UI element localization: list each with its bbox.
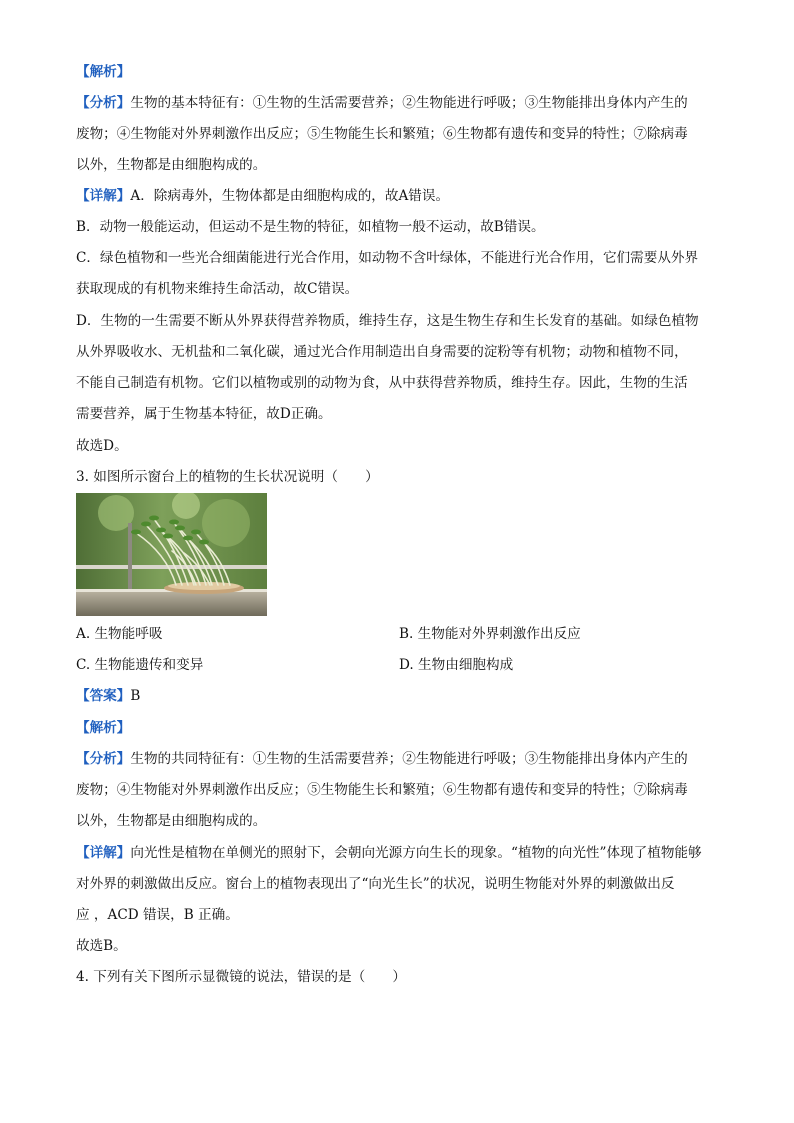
q3-detail-tag: 【详解】 [76, 845, 131, 861]
q2-jiexi-tag: 【解析】 [76, 64, 131, 80]
q3-answer-tag: 【答案】 [76, 688, 131, 704]
q3-analysis-line-3: 以外，生物都是由细胞构成的。 [76, 813, 267, 829]
q3-analysis-line-1: 【分析】生物的共同特征有：①生物的生活需要营养；②生物能进行呼吸；③生物能排出身体内产生的 [76, 751, 688, 767]
q3-jiexi-tag: 【解析】 [76, 720, 131, 736]
q3-conclusion: 故选B。 [76, 938, 127, 954]
q2-conclusion: 故选D。 [76, 438, 128, 454]
q2-analysis-line-1: 【分析】生物的基本特征有：①生物的生活需要营养；②生物能进行呼吸；③生物能排出身体内产生的 [76, 95, 688, 111]
q3-option-c[interactable]: C. 生物能遗传和变异 [76, 657, 204, 673]
q3-detail-line-2: 对外界的刺激做出反应。窗台上的植物表现出了“向光生长”的状况，说明生物能对外界的刺激做出反 [76, 876, 675, 892]
q2-detail-line-5: D．生物的一生需要不断从外界获得营养物质，维持生存，这是生物生存和生长发育的基础。如绿色植物 [76, 313, 699, 329]
q2-analysis-line-2: 废物；④生物能对外界刺激作出反应；⑤生物能生长和繁殖；⑥生物都有遗传和变异的特性；⑦除病毒 [76, 126, 688, 142]
q3-analysis-tag: 【分析】 [76, 751, 131, 767]
q2-detail-line-1: 【详解】A．除病毒外，生物体都是由细胞构成的，故A错误。 [76, 188, 450, 204]
plant-photo-illustration [76, 493, 267, 616]
q2-detail-line-6: 从外界吸收水、无机盐和二氧化碳，通过光合作用制造出自身需要的淀粉等有机物；动物和植物不同， [76, 344, 688, 360]
q2-detail-line-2: B．动物一般能运动，但运动不是生物的特征，如植物一般不运动，故B错误。 [76, 219, 545, 235]
q3-analysis-line-2: 废物；④生物能对外界刺激作出反应；⑤生物能生长和繁殖；⑥生物都有遗传和变异的特性；⑦除病毒 [76, 782, 688, 798]
q2-detail-line-7: 不能自己制造有机物。它们以植物或别的动物为食，从中获得营养物质，维持生存。因此，生物的生活 [76, 375, 688, 391]
plant-phototropism-photo [76, 493, 267, 616]
q3-detail-line-1: 【详解】向光性是植物在单侧光的照射下，会朝向光源方向生长的现象。“植物的向光性”体现了植物能够 [76, 845, 702, 861]
q2-detail-line-3: C．绿色植物和一些光合细菌能进行光合作用，如动物不含叶绿体，不能进行光合作用，它们需要从外界 [76, 250, 699, 266]
q4-stem: 4. 下列有关下图所示显微镜的说法，错误的是（ ） [76, 969, 406, 985]
q3-detail-line-3: 应 ，ACD 错误，B 正确。 [76, 907, 239, 923]
q2-detail-line-8: 需要营养，属于生物基本特征，故D正确。 [76, 406, 332, 422]
q3-option-b[interactable]: B. 生物能对外界刺激作出反应 [399, 626, 581, 642]
q3-answer [76, 686, 140, 706]
q3-option-a[interactable]: A. 生物能呼吸 [76, 626, 163, 642]
q2-analysis-line-3: 以外，生物都是由细胞构成的。 [76, 157, 267, 173]
q2-detail-line-4: 获取现成的有机物来维持生命活动，故C错误。 [76, 281, 359, 297]
q2-analysis-tag: 【分析】 [76, 95, 131, 111]
q3-answer-value: B [130, 688, 141, 704]
q2-detail-tag: 【详解】 [76, 188, 131, 204]
q3-option-d[interactable]: D. 生物由细胞构成 [399, 657, 514, 673]
q3-stem: 3. 如图所示窗台上的植物的生长状况说明（ ） [76, 469, 379, 485]
